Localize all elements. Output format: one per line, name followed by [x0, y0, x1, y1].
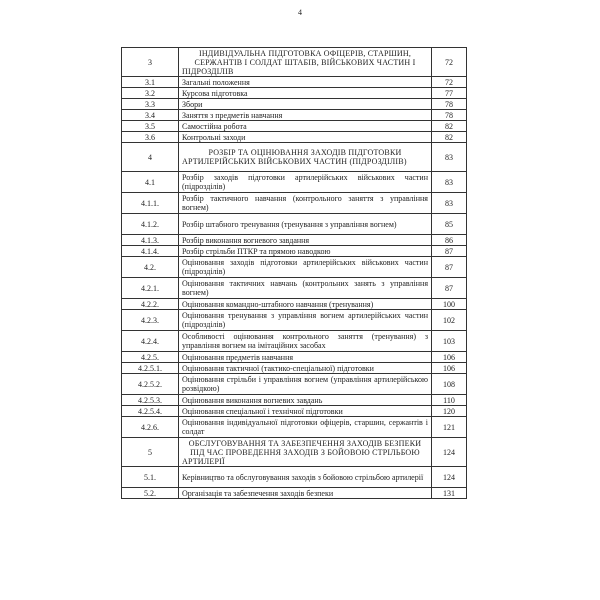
- toc-page-number: 87: [432, 257, 467, 278]
- toc-section-number: 5.1.: [122, 467, 179, 488]
- toc-section-number: 4.2.5.1.: [122, 363, 179, 374]
- toc-row: [122, 77, 467, 88]
- toc-row: [122, 88, 467, 99]
- toc-row: [122, 406, 467, 417]
- toc-section-number: 4.1: [122, 172, 179, 193]
- toc-entry-title: Оцінювання заходів підготовки артилерійських військових частин (підрозділів): [179, 257, 432, 278]
- toc-row: [122, 467, 467, 488]
- toc-entry-title: Оцінювання спеціальної і технічної підготовки: [179, 406, 432, 417]
- toc-section-number: 4.2.6.: [122, 417, 179, 438]
- toc-row: [122, 374, 467, 395]
- toc-entry-title: Оцінювання тренування з управління вогнем артилерійських частин (підрозділів): [179, 310, 432, 331]
- toc-row: [122, 257, 467, 278]
- toc-page-number: 86: [432, 235, 467, 246]
- toc-entry-title: Керівництво та обслуговування заходів з бойовою стрільбою артилерії: [179, 467, 432, 488]
- toc-entry-title: Оцінювання предметів навчання: [179, 352, 432, 363]
- toc-section-number: 4.1.1.: [122, 193, 179, 214]
- toc-entry-title: Збори: [179, 99, 432, 110]
- toc-section-number: 4.2.5.4.: [122, 406, 179, 417]
- toc-chapter-title: РОЗБІР ТА ОЦІНЮВАННЯ ЗАХОДІВ ПІДГОТОВКИ АРТИЛЕРІЙСЬКИХ ВІЙСЬКОВИХ ЧАСТИН (ПІДРОЗДІЛІВ): [179, 143, 432, 172]
- toc-row: [122, 363, 467, 374]
- toc-section-number: 4.1.3.: [122, 235, 179, 246]
- table-of-contents: [121, 47, 467, 499]
- toc-section-number: 4.1.4.: [122, 246, 179, 257]
- toc-page-number: 82: [432, 121, 467, 132]
- toc-page-number: 77: [432, 88, 467, 99]
- toc-entry-title: Оцінювання тактичних навчань (контрольних занять з управління вогнем): [179, 278, 432, 299]
- toc-page-number: 106: [432, 363, 467, 374]
- toc-row: [122, 352, 467, 363]
- toc-row: [122, 99, 467, 110]
- toc-entry-title: Розбір тактичного навчання (контрольного заняття з управління вогнем): [179, 193, 432, 214]
- toc-entry-title: Самостійна робота: [179, 121, 432, 132]
- toc-row: [122, 310, 467, 331]
- toc-section-number: 4.2.4.: [122, 331, 179, 352]
- toc-entry-title: Розбір штабного тренування (тренування з управління вогнем): [179, 214, 432, 235]
- toc-section-number: 4.2.1.: [122, 278, 179, 299]
- toc-row: [122, 132, 467, 143]
- toc-section-number: 3.6: [122, 132, 179, 143]
- toc-row: [122, 417, 467, 438]
- toc-page-number: 124: [432, 438, 467, 467]
- toc-section-number: 5.2.: [122, 488, 179, 499]
- toc-body: [122, 48, 467, 499]
- toc-page-number: 83: [432, 143, 467, 172]
- toc-chapter-title: ОБСЛУГОВУВАННЯ ТА ЗАБЕЗПЕЧЕННЯ ЗАХОДІВ БЕЗПЕКИ ПІД ЧАС ПРОВЕДЕННЯ ЗАХОДІВ З БОЙОВОЮ СТРІЛЬБОЮ АРТИЛЕРІЇ: [179, 438, 432, 467]
- toc-entry-title: Оцінювання тактичної (тактико-спеціальної) підготовки: [179, 363, 432, 374]
- toc-section-number: 4.2.: [122, 257, 179, 278]
- toc-row: [122, 48, 467, 77]
- toc-page-number: 83: [432, 172, 467, 193]
- toc-entry-title: Загальні положення: [179, 77, 432, 88]
- toc-page-number: 78: [432, 110, 467, 121]
- toc-page-number: 82: [432, 132, 467, 143]
- toc-section-number: 3.2: [122, 88, 179, 99]
- toc-row: [122, 214, 467, 235]
- toc-section-number: 4.2.5.3.: [122, 395, 179, 406]
- toc-page-number: 72: [432, 77, 467, 88]
- toc-page-number: 78: [432, 99, 467, 110]
- toc-entry-title: Розбір виконання вогневого завдання: [179, 235, 432, 246]
- toc-row: [122, 110, 467, 121]
- toc-page-number: 83: [432, 193, 467, 214]
- toc-row: [122, 193, 467, 214]
- toc-page-number: 110: [432, 395, 467, 406]
- toc-page-number: 106: [432, 352, 467, 363]
- toc-page-number: 120: [432, 406, 467, 417]
- toc-page-number: 72: [432, 48, 467, 77]
- toc-entry-title: Курсова підготовка: [179, 88, 432, 99]
- toc-page-number: 124: [432, 467, 467, 488]
- toc-row: [122, 121, 467, 132]
- toc-section-number: 5: [122, 438, 179, 467]
- toc-page-number: 100: [432, 299, 467, 310]
- toc-section-number: 4.2.5.: [122, 352, 179, 363]
- toc-page-number: 108: [432, 374, 467, 395]
- toc-entry-title: Оцінювання виконання вогневих завдань: [179, 395, 432, 406]
- toc-section-number: 4.1.2.: [122, 214, 179, 235]
- toc-section-number: 4.2.3.: [122, 310, 179, 331]
- toc-page-number: 102: [432, 310, 467, 331]
- toc-entry-title: Оцінювання індивідуальної підготовки офіцерів, старшин, сержантів і солдат: [179, 417, 432, 438]
- toc-page-number: 121: [432, 417, 467, 438]
- toc-entry-title: Оцінювання стрільби і управління вогнем (управління артилерійською розвідкою): [179, 374, 432, 395]
- toc-section-number: 4: [122, 143, 179, 172]
- toc-section-number: 3.4: [122, 110, 179, 121]
- toc-chapter-title: ІНДИВІДУАЛЬНА ПІДГОТОВКА ОФІЦЕРІВ, СТАРШИН, СЕРЖАНТІВ І СОЛДАТ ШТАБІВ, ВІЙСЬКОВИХ ЧАСТИН І ПІДРОЗДІЛІВ: [179, 48, 432, 77]
- toc-row: [122, 395, 467, 406]
- page-number: 4: [298, 8, 302, 17]
- toc-section-number: 4.2.5.2.: [122, 374, 179, 395]
- toc-entry-title: Особливості оцінювання контрольного заняття (тренування) з управління вогнем на імітаційних засобах: [179, 331, 432, 352]
- toc-page-number: 85: [432, 214, 467, 235]
- toc-entry-title: Організація та забезпечення заходів безпеки: [179, 488, 432, 499]
- toc-row: [122, 331, 467, 352]
- toc-entry-title: Розбір заходів підготовки артилерійських військових частин (підрозділів): [179, 172, 432, 193]
- toc-page-number: 87: [432, 278, 467, 299]
- toc-section-number: 3.3: [122, 99, 179, 110]
- toc-entry-title: Оцінювання командно-штабного навчання (тренування): [179, 299, 432, 310]
- toc-page-number: 131: [432, 488, 467, 499]
- toc-section-number: 3.5: [122, 121, 179, 132]
- toc-section-number: 4.2.2.: [122, 299, 179, 310]
- toc-entry-title: Заняття з предметів навчання: [179, 110, 432, 121]
- toc-row: [122, 299, 467, 310]
- toc-row: [122, 246, 467, 257]
- toc-section-number: 3: [122, 48, 179, 77]
- toc-row: [122, 278, 467, 299]
- toc-entry-title: Контрольні заходи: [179, 132, 432, 143]
- toc-row: [122, 172, 467, 193]
- toc-row: [122, 438, 467, 467]
- toc-section-number: 3.1: [122, 77, 179, 88]
- toc-entry-title: Розбір стрільби ПТКР та прямою наводкою: [179, 246, 432, 257]
- toc-row: [122, 488, 467, 499]
- toc-page-number: 87: [432, 246, 467, 257]
- toc-page-number: 103: [432, 331, 467, 352]
- toc-row: [122, 235, 467, 246]
- toc-row: [122, 143, 467, 172]
